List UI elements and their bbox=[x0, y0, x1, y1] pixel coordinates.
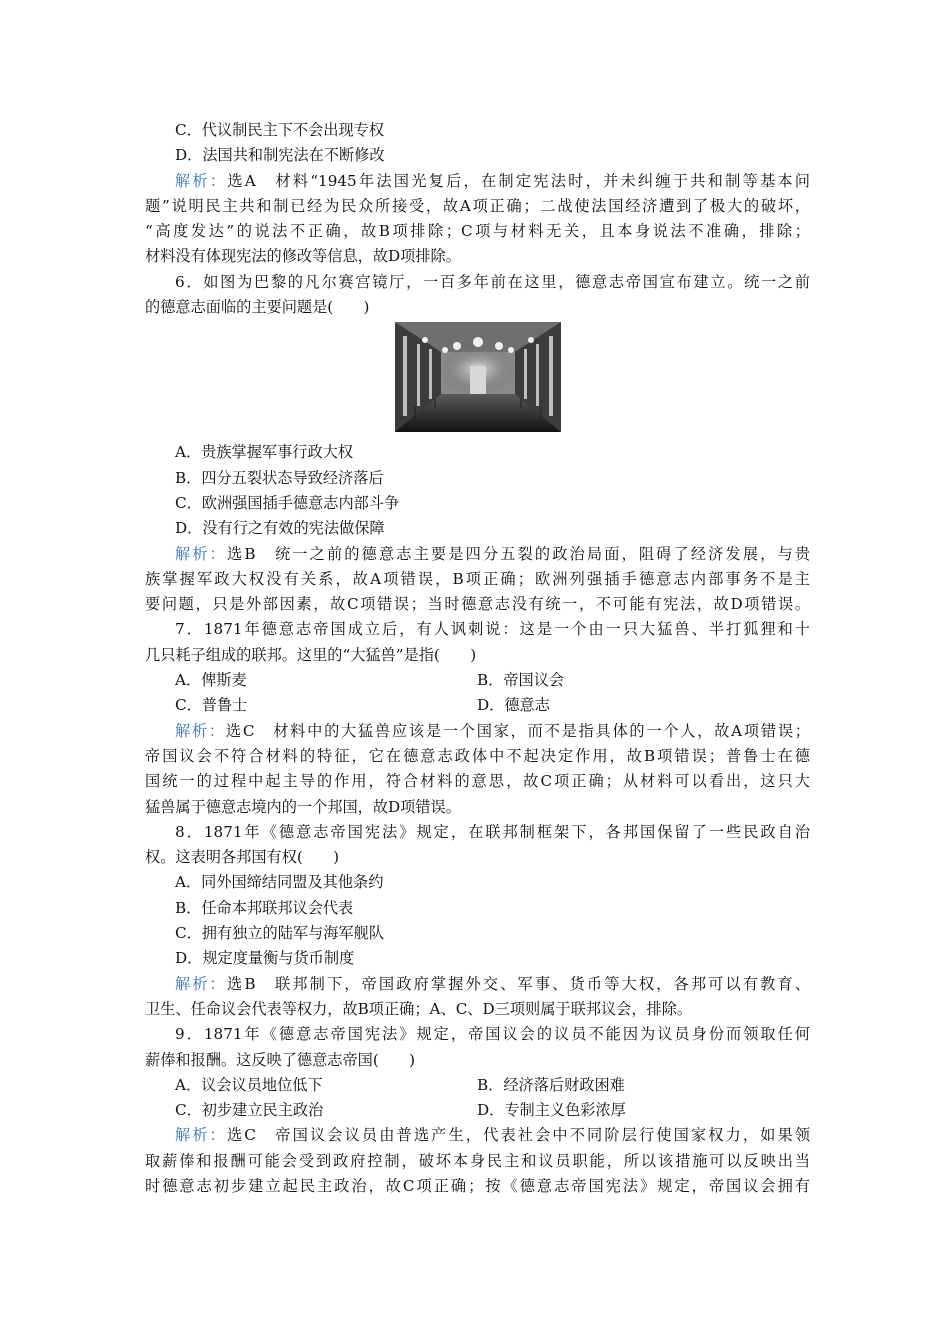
q9-stem: 薪俸和报酬。这反映了德意志帝国( ) bbox=[145, 1050, 416, 1069]
q8-stem: 8．1871年《德意志帝国宪法》规定，在联邦制框架下，各邦国保留了一些民政自治 bbox=[175, 822, 810, 841]
hall-of-mirrors-illustration bbox=[395, 322, 561, 432]
q5-analysis-line: 材料没有体现宪法的修改等信息，故D项排除。 bbox=[145, 247, 461, 266]
q7-analysis-line: 国统一的过程中起主导的作用，符合材料的意思，故C项正确；从材料可以看出，这只大 bbox=[145, 772, 810, 791]
analysis-text: 选C 材料中的大猛兽应该是一个国家，而不是指具体的一个人，故A项错误； bbox=[225, 721, 810, 740]
q7-options-row bbox=[145, 668, 810, 693]
q9-analysis-line: 时德意志初步建立起民主政治，故C项正确；按《德意志帝国宪法》规定，帝国议会拥有 bbox=[145, 1176, 810, 1195]
q5-analysis-line: “高度发达”的说法不正确，故B项排除；C项与材料无关，且本身说法不准确，排除； bbox=[145, 222, 810, 241]
analysis-label: 解析： bbox=[175, 171, 228, 190]
q9-option-d: D．专制主义色彩浓厚 bbox=[477, 1101, 626, 1120]
q5-analysis-line bbox=[145, 169, 810, 194]
q6-option-b: B．四分五裂状态导致经济落后 bbox=[175, 468, 384, 487]
q9-analysis-line bbox=[145, 1123, 810, 1148]
analysis-text: 选A 材料“1945年法国光复后，在制定宪法时，并未纠缠于共和制等基本问 bbox=[227, 171, 810, 190]
q9-analysis-line: 取薪俸和报酬可能会受到政府控制，破坏本身民主和议员职能，所以该措施可以反映出当 bbox=[145, 1151, 810, 1170]
q7-analysis-line bbox=[145, 719, 810, 744]
q8-option-b: B．任命本邦联邦议会代表 bbox=[175, 898, 354, 917]
q5-option-c: C．代议制民主下不会出现专权 bbox=[175, 121, 385, 139]
q7-stem: 几只耗子组成的联邦。这里的“大猛兽”是指( ) bbox=[145, 645, 477, 664]
q9-option-c: C．初步建立民主政治 bbox=[175, 1101, 324, 1120]
q5-option-d: D．法国共和制宪法在不断修改 bbox=[175, 146, 385, 165]
q6-analysis-line bbox=[145, 542, 810, 567]
analysis-text: 选B 联邦制下，帝国政府掌握外交、军事、货币等大权，各邦可以有教育、 bbox=[227, 974, 810, 993]
analysis-label: 解析： bbox=[175, 974, 227, 993]
q7-options-row bbox=[145, 693, 810, 718]
analysis-label: 解析： bbox=[175, 721, 226, 740]
q7-option-c: C．普鲁士 bbox=[175, 696, 248, 715]
q9-options-row bbox=[145, 1098, 810, 1123]
q7-option-b: B．帝国议会 bbox=[477, 671, 565, 690]
q9-stem: 9．1871年《德意志帝国宪法》规定，帝国议会的议员不能因为议员身份而领取任何 bbox=[175, 1025, 810, 1044]
q7-option-a: A．俾斯麦 bbox=[175, 671, 247, 690]
q6-figure bbox=[145, 322, 810, 432]
q8-stem: 权。这表明各邦国有权( ) bbox=[145, 848, 340, 867]
analysis-text: 选B 统一之前的德意志主要是四分五裂的政治局面，阻碍了经济发展，与贵 bbox=[227, 544, 810, 563]
q9-option-b: B．经济落后财政困难 bbox=[477, 1075, 625, 1094]
analysis-label: 解析： bbox=[175, 1126, 227, 1145]
q6-option-a: A．贵族掌握军事行政大权 bbox=[175, 443, 354, 462]
analysis-label: 解析： bbox=[175, 544, 227, 563]
q8-option-d: D．规定度量衡与货币制度 bbox=[175, 949, 355, 968]
q7-option-d: D．德意志 bbox=[477, 696, 550, 715]
q6-option-d: D．没有行之有效的宪法做保障 bbox=[175, 519, 385, 538]
q8-analysis-line: 卫生、任命议会代表等权力，故B项正确；A、C、D三项则属于联邦议会，排除。 bbox=[145, 999, 693, 1018]
q9-options-row bbox=[145, 1073, 810, 1098]
document-page bbox=[145, 118, 810, 1199]
q8-option-c: C．拥有独立的陆军与海军舰队 bbox=[175, 924, 385, 943]
q8-analysis-line bbox=[145, 972, 810, 997]
q5-analysis-line: 题”说明民主共和制已经为民众所接受，故A项正确；二战使法国经济遭到了极大的破坏， bbox=[145, 196, 810, 215]
q6-analysis-line: 族掌握军政大权没有关系，故A项错误，B项正确；欧洲列强插手德意志内部事务不是主 bbox=[145, 569, 810, 588]
q6-option-c: C．欧洲强国插手德意志内部斗争 bbox=[175, 493, 400, 512]
q6-analysis-line: 要问题，只是外部因素，故C项错误；当时德意志没有统一，不可能有宪法，故D项错误。 bbox=[145, 595, 810, 614]
hall-of-mirrors-photo bbox=[395, 322, 561, 432]
q9-option-a: A．议会议员地位低下 bbox=[175, 1075, 323, 1094]
q7-stem: 7．1871年德意志帝国成立后，有人讽刺说：这是一个由一只大猛兽、半打狐狸和十 bbox=[175, 620, 810, 639]
analysis-text: 选C 帝国议会议员由普选产生，代表社会中不同阶层行使国家权力，如果领 bbox=[226, 1126, 810, 1145]
q8-option-a: A．同外国缔结同盟及其他条约 bbox=[175, 873, 384, 892]
q7-analysis-line: 帝国议会不符合材料的特征，它在德意志政体中不起决定作用，故B项错误；普鲁士在德 bbox=[145, 746, 810, 765]
q6-stem: 的德意志面临的主要问题是( ) bbox=[145, 298, 370, 317]
q7-analysis-line: 猛兽属于德意志境内的一个邦国，故D项错误。 bbox=[145, 797, 461, 816]
q6-stem: 6．如图为巴黎的凡尔赛宫镜厅，一百多年前在这里，德意志帝国宣布建立。统一之前 bbox=[175, 272, 810, 291]
